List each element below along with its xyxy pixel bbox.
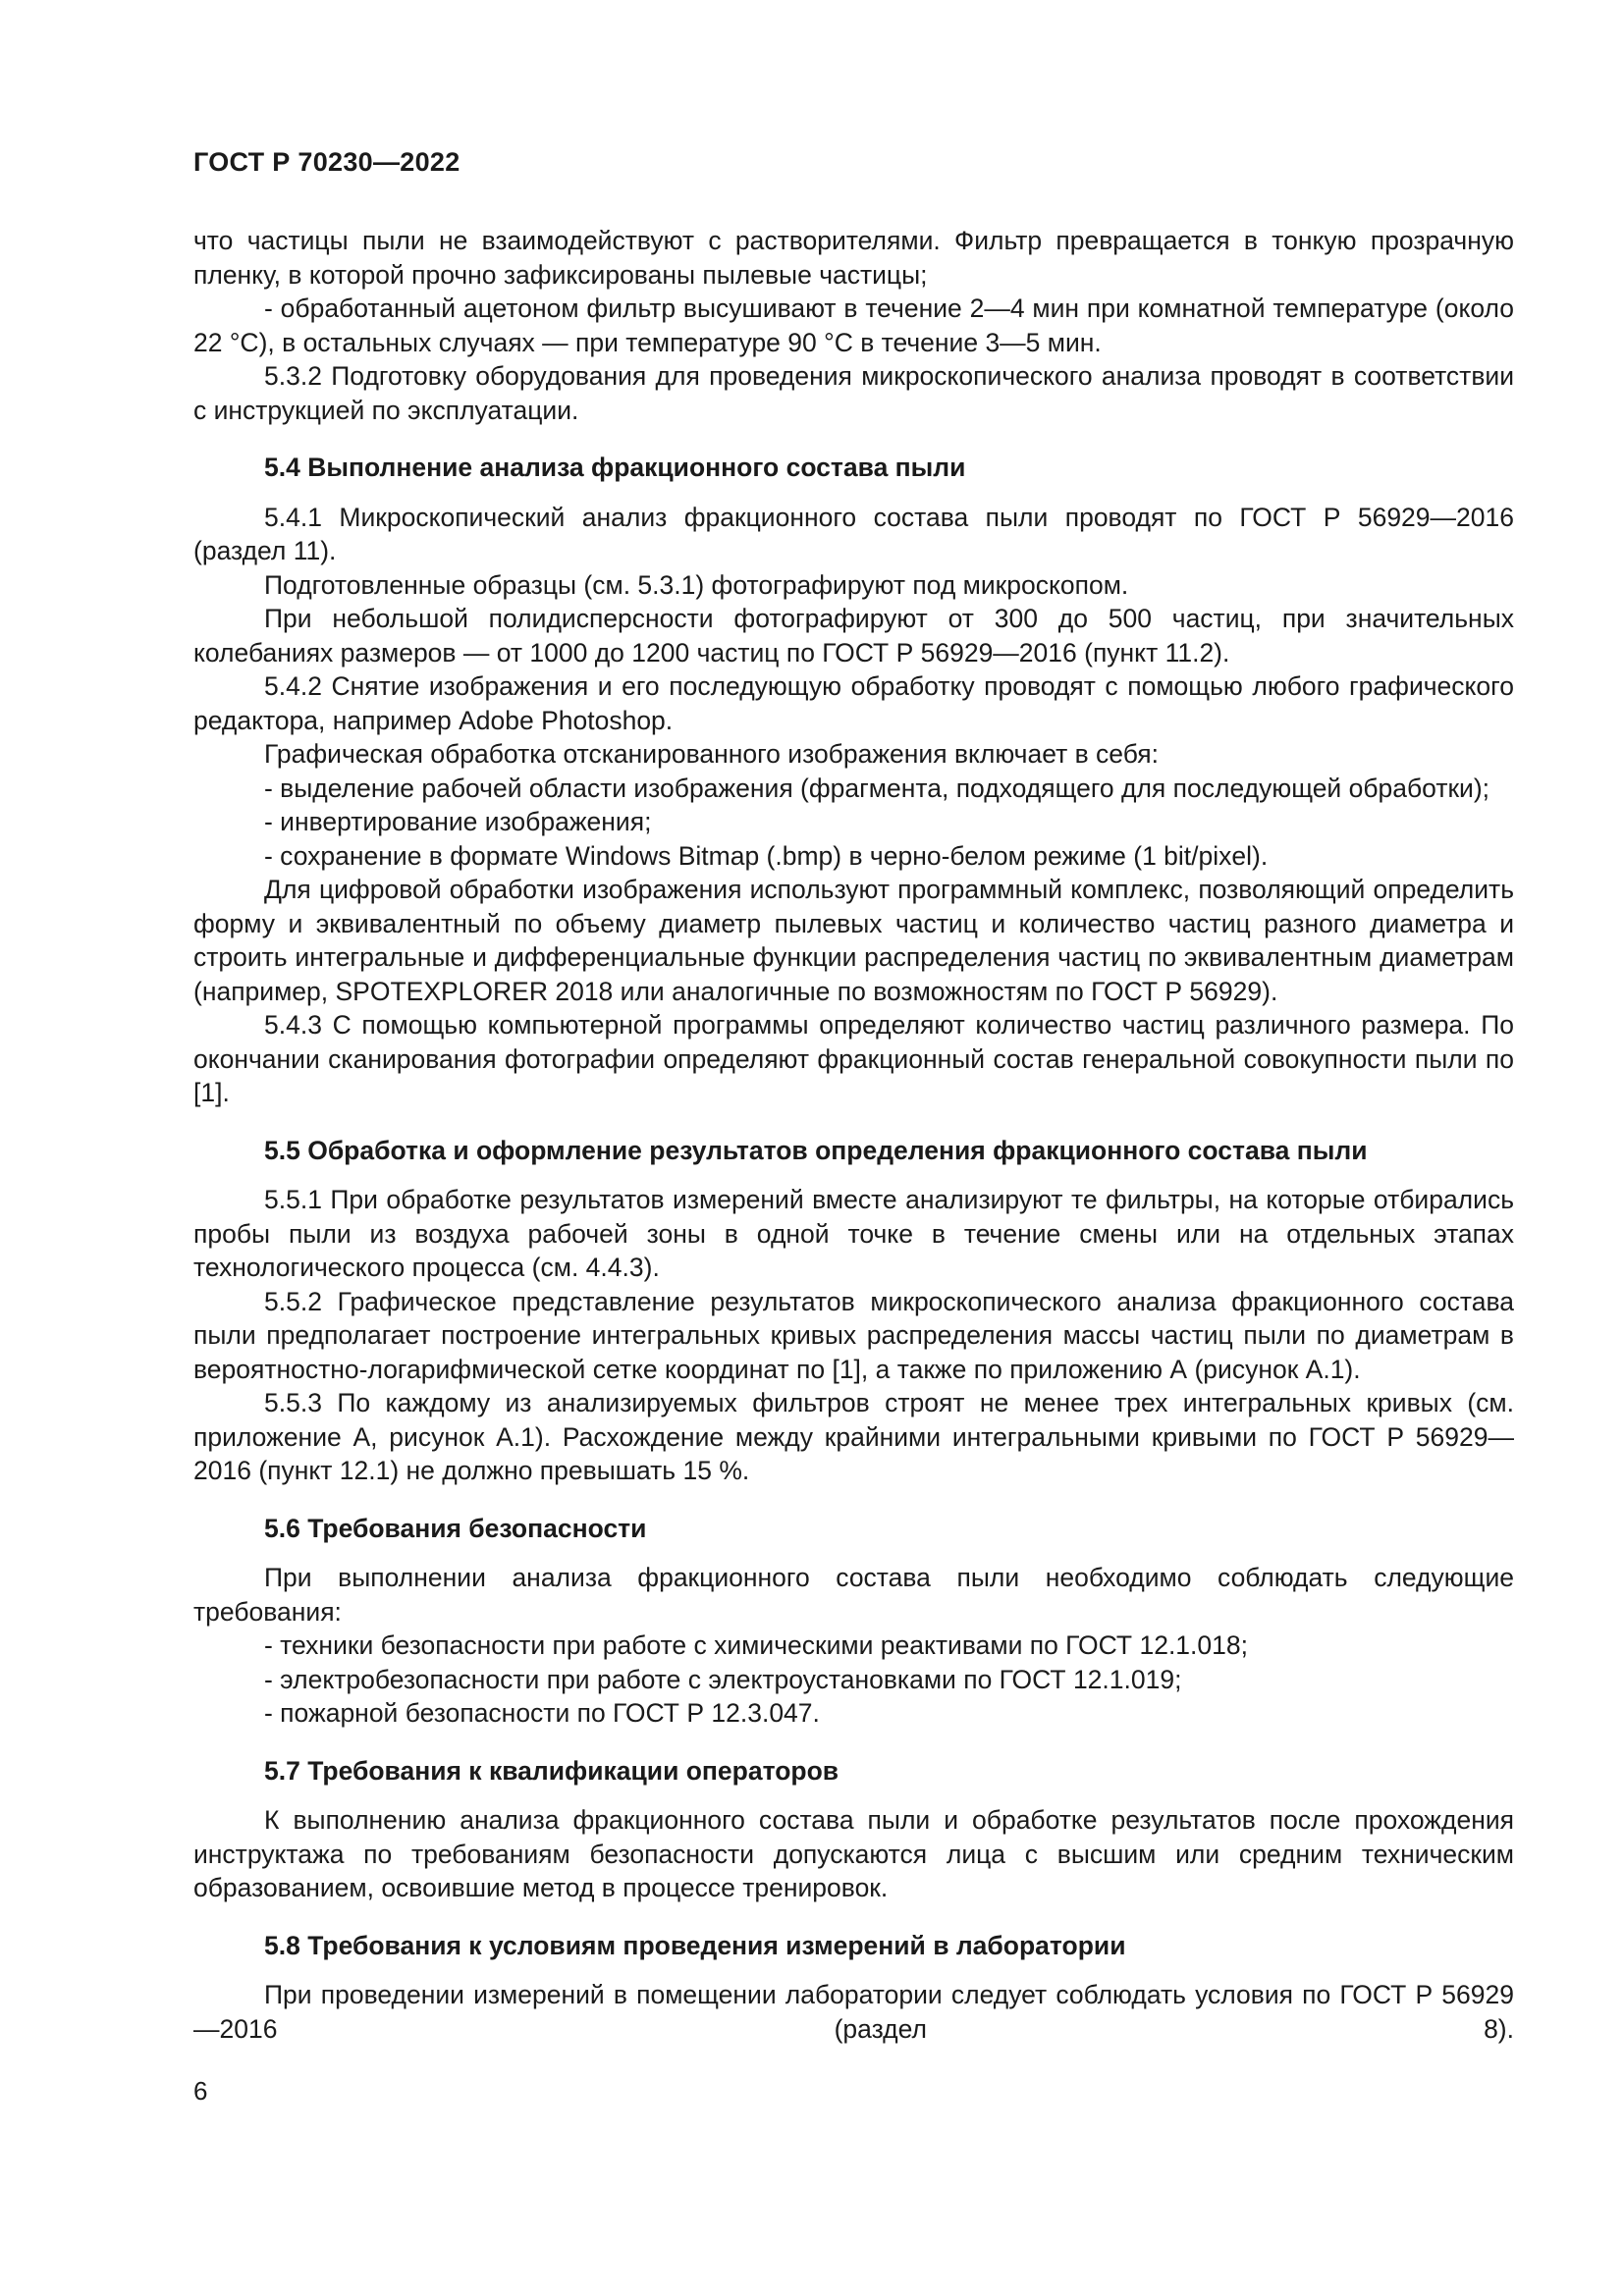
paragraph: При проведении измерений в помещении лаборатории следует соблюдать условия по ГОСТ Р 56929—2016 (раздел 8). — [193, 1980, 1514, 2044]
paragraph: Графическая обработка отсканированного изображения включает в себя: — [264, 739, 1160, 769]
section-heading-5-4: 5.4 Выполнение анализа фракционного состава пыли — [264, 453, 966, 482]
section-heading-5-8: 5.8 Требования к условиям проведения измерений в лаборатории — [264, 1930, 1126, 1960]
section-heading-5-6: 5.6 Требования безопасности — [264, 1513, 647, 1543]
paragraph: К выполнению анализа фракционного состава пыли и обработке результатов после прохождения инструктажа по требованиям безопасности допускаются лица с высшим или средним техническим образованием, освоившие метод в процессе тренировок. — [193, 1805, 1514, 1902]
section-heading-5-5: 5.5 Обработка и оформление результатов определения фракционного состава пыли — [264, 1135, 1368, 1165]
paragraph: 5.5.1 При обработке результатов измерений вместе анализируют те фильтры, на которые отбирались пробы пыли из воздуха рабочей зоны в одной точке в течение смены или на отдельных этапах технологического процесса (см. 4.4.3). — [193, 1185, 1514, 1282]
paragraph: Подготовленные образцы (см. 5.3.1) фотографируют под микроскопом. — [264, 569, 1129, 600]
list-item: - обработанный ацетоном фильтр высушивают в течение 2—4 мин при комнатной температуре (около 22 °С), в остальных случаях — при температуре 90 °С в течение 3—5 мин. — [193, 294, 1514, 357]
document-code-header: ГОСТ Р 70230—2022 — [193, 147, 460, 177]
paragraph: Для цифровой обработки изображения используют программный комплекс, позволяющий определить форму и эквивалентный по объему диаметр пылевых частиц и количество частиц разного диаметра и строить интегральные и дифференциальные функции распределения частиц по эквивалентным диаметрам (например, SPOTEXPLORER 2018 или аналогичные по возможностям по ГОСТ Р 56929). — [193, 875, 1514, 1006]
section-heading-5-7: 5.7 Требования к квалификации операторов — [264, 1755, 839, 1786]
list-item: - сохранение в формате Windows Bitmap (.bmp) в черно-белом режиме (1 bit/pixel). — [264, 840, 1269, 871]
paragraph: 5.4.1 Микроскопический анализ фракционного состава пыли проводят по ГОСТ Р 56929—2016 (раздел 11). — [193, 502, 1514, 565]
paragraph: При выполнении анализа фракционного состава пыли необходимо соблюдать следующие требования: — [193, 1563, 1514, 1627]
page-number: 6 — [193, 2076, 208, 2106]
list-item: - инвертирование изображения; — [264, 807, 652, 836]
paragraph: 5.5.2 Графическое представление результатов микроскопического анализа фракционного состава пыли предполагает построение интегральных кривых распределения массы частиц пыли по диаметрам в вероятностно-логарифмической сетке координат по [1], а также по приложению А (рисунок А.1). — [193, 1286, 1514, 1384]
paragraph: 5.5.3 По каждому из анализируемых фильтров строят не менее трех интегральных кривых (см. приложение А, рисунок А.1). Расхождение между крайними интегральными кривыми по ГОСТ Р 56929—2016 (пункт 12.1) не должно превышать 15 %. — [193, 1388, 1514, 1485]
paragraph: 5.4.2 Снятие изображения и его последующую обработку проводят с помощью любого графического редактора, например Adobe Photoshop. — [193, 671, 1514, 735]
list-item: - пожарной безопасности по ГОСТ Р 12.3.047. — [264, 1698, 820, 1728]
paragraph: При небольшой полидисперсности фотографируют от 300 до 500 частиц, при значительных колебаниях размеров — от 1000 до 1200 частиц по ГОСТ Р 56929—2016 (пункт 11.2). — [193, 604, 1514, 667]
list-item: - техники безопасности при работе с химическими реактивами по ГОСТ 12.1.018; — [264, 1630, 1248, 1660]
paragraph: 5.3.2 Подготовку оборудования для проведения микроскопического анализа проводят в соответствии с инструкцией по эксплуатации. — [193, 361, 1514, 425]
document-body — [193, 224, 1514, 2046]
list-item: - электробезопасности при работе с электроустановками по ГОСТ 12.1.019; — [264, 1664, 1182, 1694]
paragraph: 5.4.3 С помощью компьютерной программы определяют количество частиц различного размера. По окончании сканирования фотографии определяют фракционный состав генеральной совокупности пыли по [1]. — [193, 1010, 1514, 1107]
paragraph: что частицы пыли не взаимодействуют с растворителями. Фильтр превращается в тонкую прозрачную пленку, в которой прочно зафиксированы пылевые частицы; — [193, 226, 1514, 290]
list-item: - выделение рабочей области изображения (фрагмента, подходящего для последующей обработки); — [264, 773, 1490, 803]
